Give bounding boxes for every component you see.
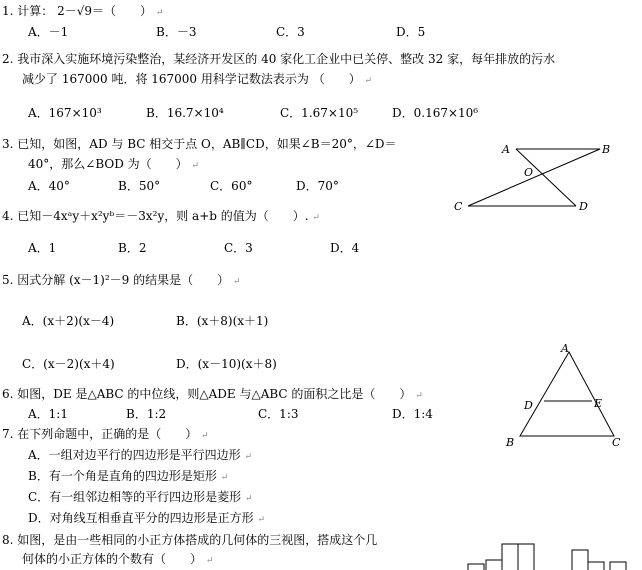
q3-option-b: B．50° [118,179,161,193]
q5-option-c: C．(x－2)(x＋4) [22,357,115,371]
q7-option-c: C．有一组邻边相等的平行四边形是菱形 ↵ [28,490,253,504]
q1-option-b: B．－3 [156,25,197,39]
q4-option-a: A．1 [28,241,57,255]
q3-figure [450,138,630,218]
q1-stem: 1. 计算： 2－√9＝（ ） ↵ [2,4,164,18]
view-column-6 [588,562,604,570]
view-column-1 [502,544,518,570]
q4-option-b: B．2 [118,241,147,255]
q8-stem-line1: 8. 如图，是由一些相同的小正方体搭成的几何体的三视图，搭成这个几 [2,533,378,547]
view-column-4 [468,564,484,570]
q1-option-a: A．－1 [28,25,69,39]
segment-bc [468,149,600,206]
q2-option-a: A．167×10³ [28,106,102,120]
q7-option-b: B．有一个角是直角的四边形是矩形 ↵ [28,469,229,483]
q6-option-a: A．1:1 [28,407,68,421]
q8-stem-line2: 何体的小正方体的个数有（ ） ↵ [22,552,214,566]
return-mark: ↵ [364,76,373,86]
view-column-7 [610,562,626,570]
view-column-5 [572,550,588,570]
q4-stem: 4. 已知－4xᵃy＋x²yᵇ＝－3x²y，则 a+b 的值为（ ）. ↵ [2,209,320,223]
q7-option-d: D．对角线互相垂直平分的四边形是正方形 ↵ [28,511,265,525]
return-mark: ↵ [155,8,164,18]
q5-option-a: A．(x＋2)(x－4) [22,314,115,328]
return-mark: ↵ [205,556,214,566]
q7-option-a: A．一组对边平行的四边形是平行四边形 ↵ [28,448,253,462]
triangle-abc [520,352,614,436]
q6-stem: 6. 如图，DE 是△ABC 的中位线，则△ADE 与△ABC 的面积之比是（ ） ↵ [2,387,423,401]
q2-stem-line1: 2. 我市深入实施环境污染整治，某经济开发区的 40 家化工企业中已关停、整改 32 家，每年排放的污水 [2,52,556,66]
q6-figure [500,340,636,452]
return-mark: ↵ [201,431,209,441]
q3-option-a: A．40° [28,179,70,193]
label-d: D [524,399,533,412]
q6-option-b: B．1:2 [126,407,167,421]
q4-option-c: C．3 [224,241,253,255]
q3-option-c: C．60° [210,179,253,193]
label-a: A [502,143,510,156]
q1-option-c: C．3 [276,25,305,39]
q1-option-d: D．5 [396,25,426,39]
q3-option-d: D．70° [296,179,339,193]
label-b: B [602,143,611,156]
q5-option-b: B．(x＋8)(x＋1) [176,314,269,328]
return-mark: ↵ [191,161,200,171]
return-mark: ↵ [415,391,423,401]
q8-three-views-figure [462,540,632,570]
label-c: C [454,200,463,213]
label-c: C [612,436,621,449]
view-column-2 [518,544,534,570]
q5-stem: 5. 因式分解 (x－1)²－9 的结果是（ ） ↵ [2,273,241,287]
q4-option-d: D．4 [330,241,360,255]
q2-option-c: C．1.67×10⁵ [280,106,359,120]
label-d: D [579,200,588,213]
label-a: A [561,342,569,355]
q6-option-c: C．1:3 [258,407,299,421]
q5-option-d: D．(x－10)(x＋8) [176,357,277,371]
label-o: O [524,166,534,179]
q6-option-d: D．1:4 [392,407,433,421]
q2-stem-line2: 减少了 167000 吨．将 167000 用科学记数法表示为 （ ） ↵ [22,72,373,86]
q2-option-b: B．16.7×10⁴ [146,106,224,120]
return-mark: ↵ [232,277,241,287]
q3-stem-line2: 40°，那么∠BOD 为（ ） ↵ [28,157,200,171]
q3-stem-line1: 3. 已知，如图，AD 与 BC 相交于点 O，AB∥CD，如果∠B＝20°，∠D＝ [2,137,397,151]
label-e: E [594,397,603,410]
label-b: B [506,436,515,449]
q7-stem: 7. 在下列命题中，正确的是（ ） ↵ [2,427,209,441]
return-mark: ↵ [312,213,320,223]
q2-option-d: D．0.167×10⁶ [392,106,479,120]
view-column-3 [486,560,502,570]
